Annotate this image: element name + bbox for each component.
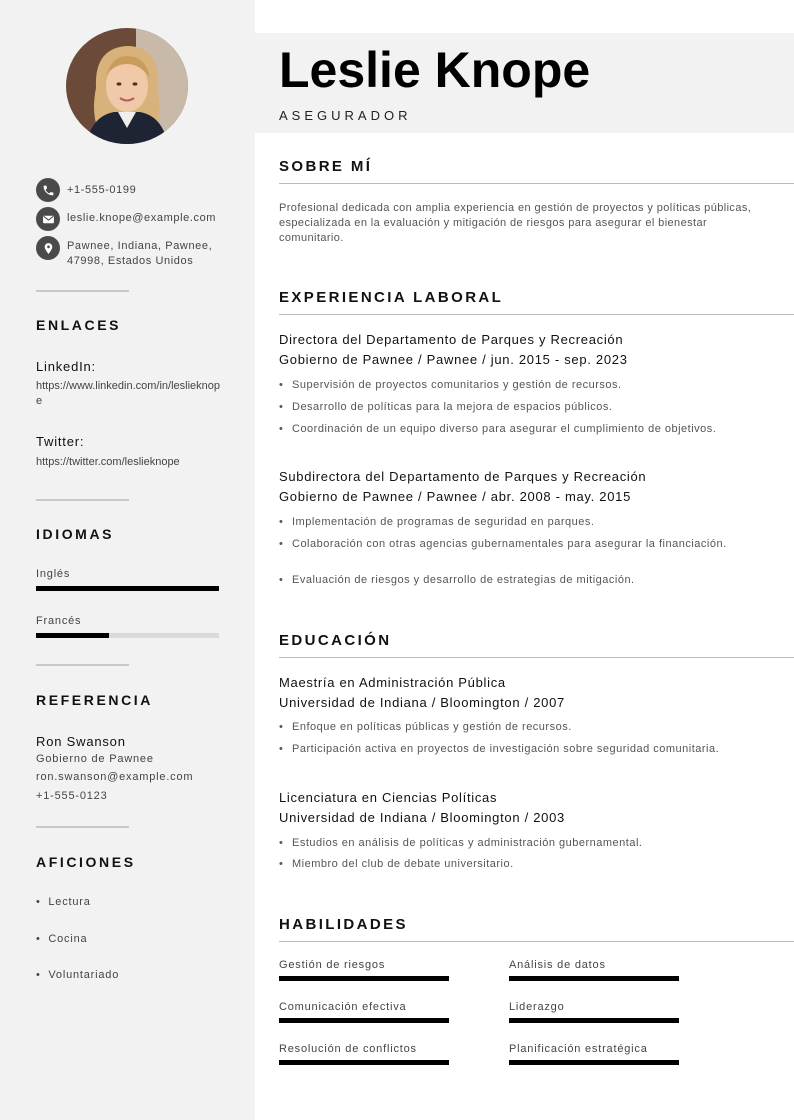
job-subtitle: Gobierno de Pawnee / Pawnee / jun. 2015 - sep. 2023 xyxy=(279,352,628,367)
skill-label: Resolución de conflictos xyxy=(279,1043,417,1055)
hobby-item: • Voluntariado xyxy=(36,969,120,981)
linkedin-label: LinkedIn: xyxy=(36,359,96,374)
hobbies-heading: AFICIONES xyxy=(36,854,136,870)
job-bullet: • Evaluación de riesgos y desarrollo de estrategias de mitigación. xyxy=(279,573,749,587)
skill-level-bar xyxy=(279,1018,449,1023)
hobby-item: • Cocina xyxy=(36,933,88,945)
education-heading: EDUCACIÓN xyxy=(279,632,392,649)
about-text: Profesional dedicada con amplia experiencia en gestión de proyectos y políticas públicas, especializada en la evaluación y mitigación de riesgos para asegurar el bienestar comunitario. xyxy=(279,202,752,244)
person-role: ASEGURADOR xyxy=(279,108,412,123)
skill-label: Planificación estratégica xyxy=(509,1043,648,1055)
skill-level-fill xyxy=(509,1060,679,1065)
job-bullet: • Supervisión de proyectos comunitarios y gestión de recursos. xyxy=(279,378,749,392)
language-level-fill xyxy=(36,633,109,638)
education-bullet: • Estudios en análisis de políticas y administración gubernamental. xyxy=(279,836,749,850)
reference-email: ron.swanson@example.com xyxy=(36,771,194,783)
languages-heading: IDIOMAS xyxy=(36,526,115,542)
skill-label: Liderazgo xyxy=(509,1001,565,1013)
experience-heading: EXPERIENCIA LABORAL xyxy=(279,289,504,306)
skill-level-bar xyxy=(509,976,679,981)
reference-company: Gobierno de Pawnee xyxy=(36,753,154,765)
language-level-bar xyxy=(36,633,219,638)
skill-level-fill xyxy=(279,976,449,981)
twitter-label: Twitter: xyxy=(36,434,85,449)
education-bullet: • Enfoque en políticas públicas y gestión de recursos. xyxy=(279,720,749,734)
twitter-link[interactable]: https://twitter.com/leslieknope xyxy=(36,456,180,468)
reference-name: Ron Swanson xyxy=(36,734,126,749)
section-rule xyxy=(279,941,794,942)
sidebar-divider xyxy=(36,290,129,292)
job-bullet: • Coordinación de un equipo diverso para asegurar el cumplimiento de objetivos. xyxy=(279,422,749,436)
skill-level-bar xyxy=(509,1060,679,1065)
skill-level-bar xyxy=(509,1018,679,1023)
address-text: Pawnee, Indiana, Pawnee, 47998, Estados Unidos xyxy=(67,240,213,267)
email-text: leslie.knope@example.com xyxy=(67,212,217,224)
sidebar-divider xyxy=(36,499,129,501)
skill-level-fill xyxy=(279,1060,449,1065)
skill-level-fill xyxy=(509,976,679,981)
sidebar-divider xyxy=(36,664,129,666)
contact-phone xyxy=(36,178,227,202)
skill-level-bar xyxy=(279,1060,449,1065)
education-subtitle: Universidad de Indiana / Bloomington / 2003 xyxy=(279,810,565,825)
skill-label: Comunicación efectiva xyxy=(279,1001,407,1013)
education-bullet: • Miembro del club de debate universitario. xyxy=(279,857,749,871)
sidebar xyxy=(0,0,255,1120)
main-content xyxy=(255,0,794,1120)
skill-label: Gestión de riesgos xyxy=(279,959,386,971)
education-title: Licenciatura en Ciencias Políticas xyxy=(279,790,498,805)
skill-label: Análisis de datos xyxy=(509,959,606,971)
job-bullet: • Colaboración con otras agencias gubernamentales para asegurar la financiación. xyxy=(279,537,749,551)
section-rule xyxy=(279,183,794,184)
contact-address xyxy=(36,236,227,269)
profile-photo xyxy=(66,28,188,144)
language-level-bar xyxy=(36,586,219,591)
mail-icon xyxy=(36,207,60,231)
skill-level-bar xyxy=(279,976,449,981)
skill-level-fill xyxy=(509,1018,679,1023)
job-title: Subdirectora del Departamento de Parques y Recreación xyxy=(279,469,647,484)
contact-email xyxy=(36,207,227,231)
section-rule xyxy=(279,657,794,658)
phone-text: +1-555-0199 xyxy=(67,184,137,196)
job-bullet: • Implementación de programas de seguridad en parques. xyxy=(279,515,749,529)
phone-icon xyxy=(36,178,60,202)
language-label: Francés xyxy=(36,615,82,627)
job-subtitle: Gobierno de Pawnee / Pawnee / abr. 2008 - may. 2015 xyxy=(279,489,631,504)
language-level-fill xyxy=(36,586,219,591)
language-label: Inglés xyxy=(36,568,71,580)
linkedin-link[interactable]: https://www.linkedin.com/in/leslieknope xyxy=(36,380,221,407)
location-pin-icon xyxy=(36,236,60,260)
education-bullet: • Participación activa en proyectos de investigación sobre seguridad comunitaria. xyxy=(279,742,749,756)
about-heading: SOBRE MÍ xyxy=(279,158,373,175)
skill-level-fill xyxy=(279,1018,449,1023)
links-heading: ENLACES xyxy=(36,317,122,333)
skills-heading: HABILIDADES xyxy=(279,916,408,933)
education-subtitle: Universidad de Indiana / Bloomington / 2007 xyxy=(279,695,565,710)
job-title: Directora del Departamento de Parques y Recreación xyxy=(279,332,624,347)
job-bullet: • Desarrollo de políticas para la mejora de espacios públicos. xyxy=(279,400,749,414)
section-rule xyxy=(279,314,794,315)
reference-heading: REFERENCIA xyxy=(36,692,154,708)
person-name: Leslie Knope xyxy=(279,42,591,98)
education-title: Maestría en Administración Pública xyxy=(279,675,506,690)
hobby-item: • Lectura xyxy=(36,896,91,908)
sidebar-divider xyxy=(36,826,129,828)
reference-phone: +1-555-0123 xyxy=(36,790,108,802)
